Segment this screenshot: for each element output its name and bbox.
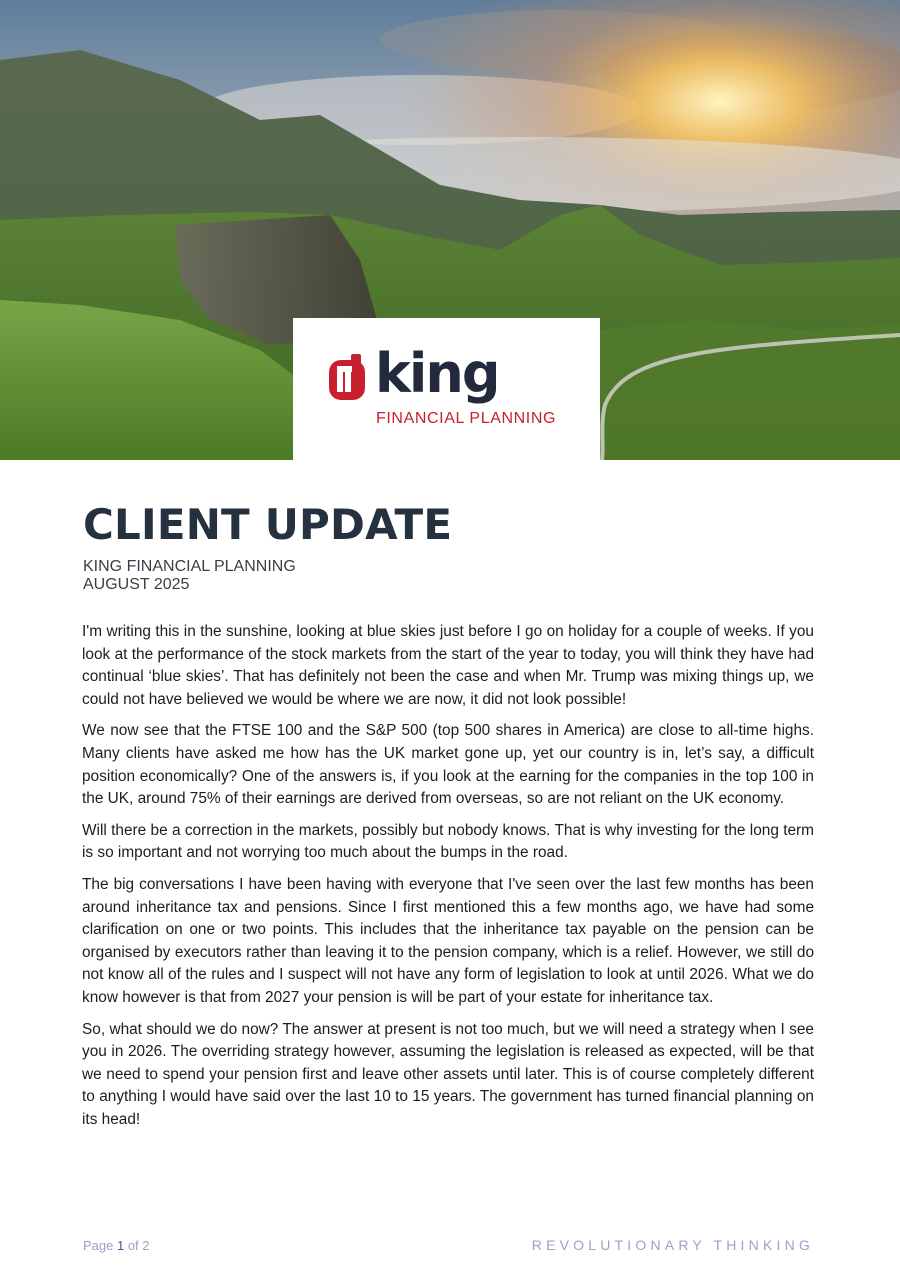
paragraph: The big conversations I have been having with everyone that I've seen over the last few months has been around inheritance tax and pensions. Since I first mentioned this a few months ago, we have had some clarification on one or two points. This includes that the inheritance tax payable on the pension can be organised by executors rather than leaving it to the pension company, which is a relief. However, we still do not know all of the rules and I suspect will not have any form of legislation to look at until 2026. What we do know however is that from 2027 your pension is will be part of your estate for inheritance tax. (82, 875, 814, 1006)
paragraph: So, what should we do now? The answer at present is not too much, but we will need a strategy when I see you in 2026. The overriding strategy however, assuming the legislation is released as expected, will be that we need to spend your pension first and leave other assets until later. This is of course completely different to anything I would have said over the last 10 to 15 years. The government has turned financial planning on its head! (82, 1020, 814, 1128)
page-number (83, 1238, 150, 1253)
paragraph: Will there be a correction in the markets, possibly but nobody knows. That is why investing for the long term is so important and not worrying too much about the bumps in the road. (82, 821, 814, 862)
paragraph: We now see that the FTSE 100 and the S&P 500 (top 500 shares in America) are close to all-time highs. Many clients have asked me how has the UK market gone up, yet our country is in, let’s say, a difficult position economically? One of the answers is, if you look at the earning for the companies in the top 100 in the UK, around 75% of their earnings are derived from overseas, so are not reliant on the UK economy. (82, 722, 814, 808)
subtitle-date: AUGUST 2025 (83, 576, 190, 593)
page-prefix: Page (83, 1238, 117, 1253)
paragraph: I'm writing this in the sunshine, looking at blue skies just before I go on holiday for a couple of weeks. If you look at the performance of the stock markets from the start of the year to today, you will think they have had continual ‘blue skies’. That has definitely not been the case and when Mr. Trump was mixing things up, we could not have believed we would be where we are now, it did not look possible! (82, 623, 814, 708)
document-subtitle (83, 558, 296, 594)
logo-subtitle: FINANCIAL PLANNING (376, 410, 557, 427)
body-text (82, 621, 814, 1140)
page-current: 1 (116, 1238, 125, 1253)
logo-box (293, 318, 600, 460)
logo-wordmark: king (375, 342, 499, 405)
subtitle-company: KING FINANCIAL PLANNING (83, 558, 296, 575)
document-title: CLIENT UPDATE (83, 500, 453, 549)
page-suffix: of 2 (124, 1238, 150, 1253)
king-logo-mark-icon (329, 354, 365, 400)
footer-tagline: REVOLUTIONARY THINKING (531, 1237, 814, 1253)
